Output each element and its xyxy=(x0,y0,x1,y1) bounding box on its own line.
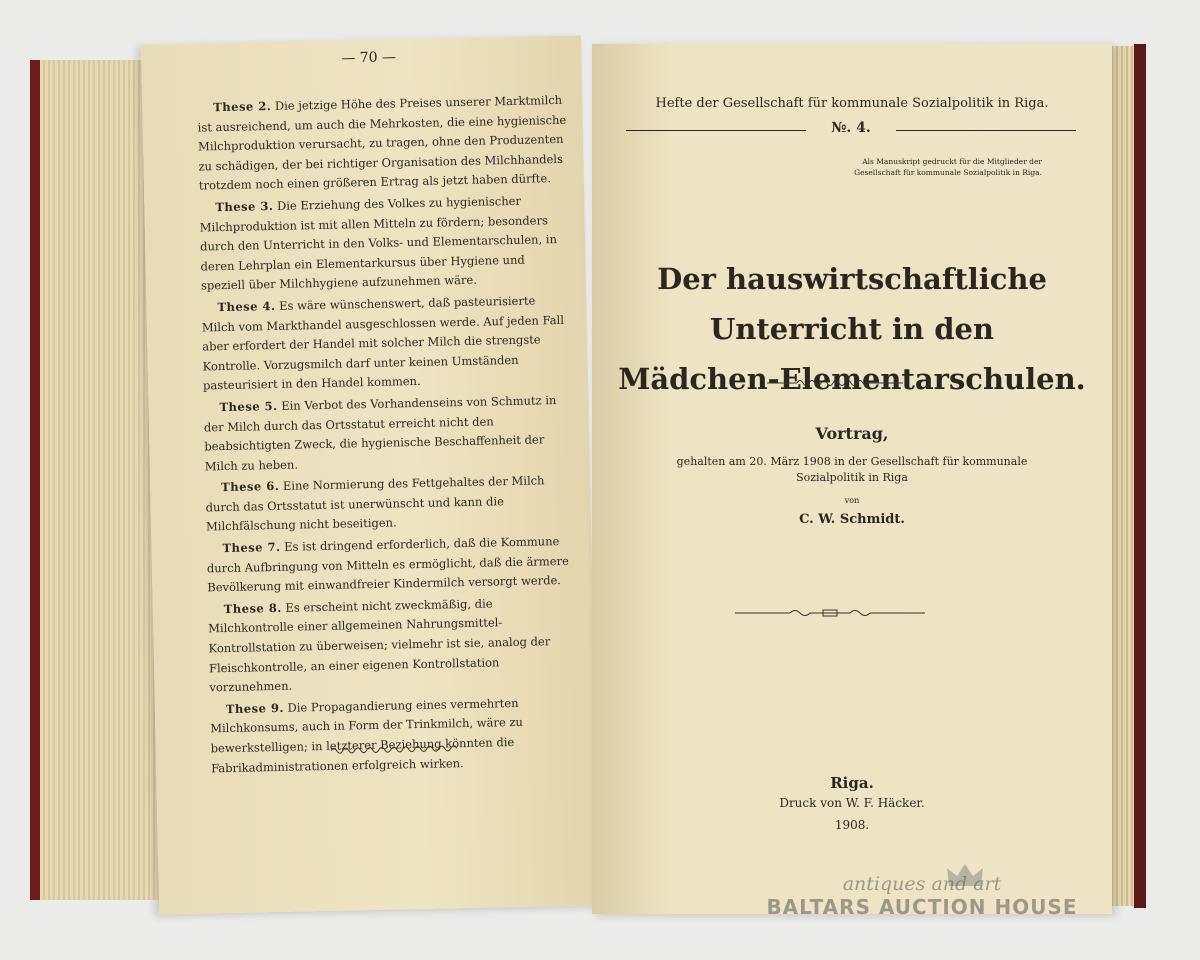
lecture-label: Vortrag, xyxy=(815,424,889,443)
imprint-note: Als Manuskript gedruckt für die Mitglieder der Gesellschaft für kommunale Sozialpolitik in Riga. xyxy=(854,157,1042,177)
title-line-1: Der hauswirtschaftliche Unterricht in den xyxy=(657,262,1047,346)
author-name: C. W. Schmidt. xyxy=(799,512,905,527)
right-page xyxy=(592,44,1112,914)
thesis-7: These 7. Es ist dringend erforderlich, daß die Kommune durch Aufbringung von Mitteln es ermöglicht, daß die ärmere Bevölkerung mit einwandfreier Kindermilch versorgt werde. xyxy=(206,534,569,595)
series-number: №. 4. xyxy=(831,120,871,136)
book-cover-right xyxy=(1134,44,1146,908)
thesis-3: These 3. Die Erziehung des Volkes zu hygienischer Milchproduktion ist mit allen Mitteln zu fördern; besonders durch den Unterricht in den Volks- und Elementarschulen, in deren Lehrplan ein Elementarkursus über Hygiene und speziell über Milchhygiene aufzunehmen wäre. xyxy=(199,193,558,293)
lecture-details: gehalten am 20. März 1908 in der Gesellschaft für kommunale Sozialpolitik in Riga xyxy=(676,455,1028,484)
thesis-2: These 2. Die jetzige Höhe des Preises unserer Marktmilch ist ausreichend, um auch die Mehrkosten, die eine hygienische Milchproduktion verursacht, zu tragen, ohne den Produzenten zu schädigen, der bei richtiger Organisation des Milchhandels trotzdem noch einen größeren Ertrag als jetzt haben dürfte. xyxy=(197,92,567,193)
series-rule xyxy=(626,120,1076,138)
author-ornament xyxy=(735,608,925,618)
left-page xyxy=(141,35,599,914)
watermark-line-2: BALTARS AUCTION HOUSE xyxy=(766,895,1078,919)
page-number: — 70 — xyxy=(341,49,397,67)
by-label: von xyxy=(844,496,860,505)
thesis-9: These 9. Die Propagandierung eines vermehrten Milchkonsums, auch in Form der Trinkmilch, wäre zu bewerkstelligen; in letzterer Beziehung könnten die Fabrikadministrationen erfolgreich wirken. xyxy=(210,695,523,775)
thesis-8: These 8. Es erscheint nicht zweckmäßig, die Milchkontrolle einer allgemeinen Nahrungsmittel-Kontrollstation zu überweisen; vielmehr ist sie, analog der Fleischkontrolle, an einer eigenen Kontrollstation vorzunehmen. xyxy=(208,596,551,695)
thesis-5: These 5. Ein Verbot des Vorhandenseins von Schmutz in der Milch durch das Ortsstatut erreicht nicht den beabsichtigten Zweck, die hygienische Beschaffenheit der Milch zu heben. xyxy=(203,392,557,474)
printer: Druck von W. F. Häcker. xyxy=(779,796,925,810)
series-title: Hefte der Gesellschaft für kommunale Sozialpolitik in Riga. xyxy=(655,96,1049,111)
publication-place: Riga. xyxy=(830,774,874,792)
publication-year: 1908. xyxy=(834,818,870,832)
auction-watermark xyxy=(722,873,1122,919)
thesis-6: These 6. Eine Normierung des Fettgehaltes der Milch durch das Ortsstatut ist unerwünscht und kann die Milchfälschung nicht beseitigen. xyxy=(205,473,545,534)
watermark-line-1: antiques and art xyxy=(842,873,1002,895)
thesis-list xyxy=(197,91,581,781)
page-stack-left xyxy=(40,60,160,900)
thesis-4: These 4. Es wäre wünschenswert, daß pasteurisierte Milch vom Markthandel ausgeschlossen werde. Auf jeden Fall aber erfordert der Handel mit solcher Milch die strengste Kontrolle. Vorzugsmilch darf unter keinen Umständen pasteurisiert in den Handel kommen. xyxy=(201,293,565,393)
title-line-2: Mädchen-Elementarschulen. xyxy=(618,362,1086,396)
title-ornament-squiggle xyxy=(767,378,903,388)
